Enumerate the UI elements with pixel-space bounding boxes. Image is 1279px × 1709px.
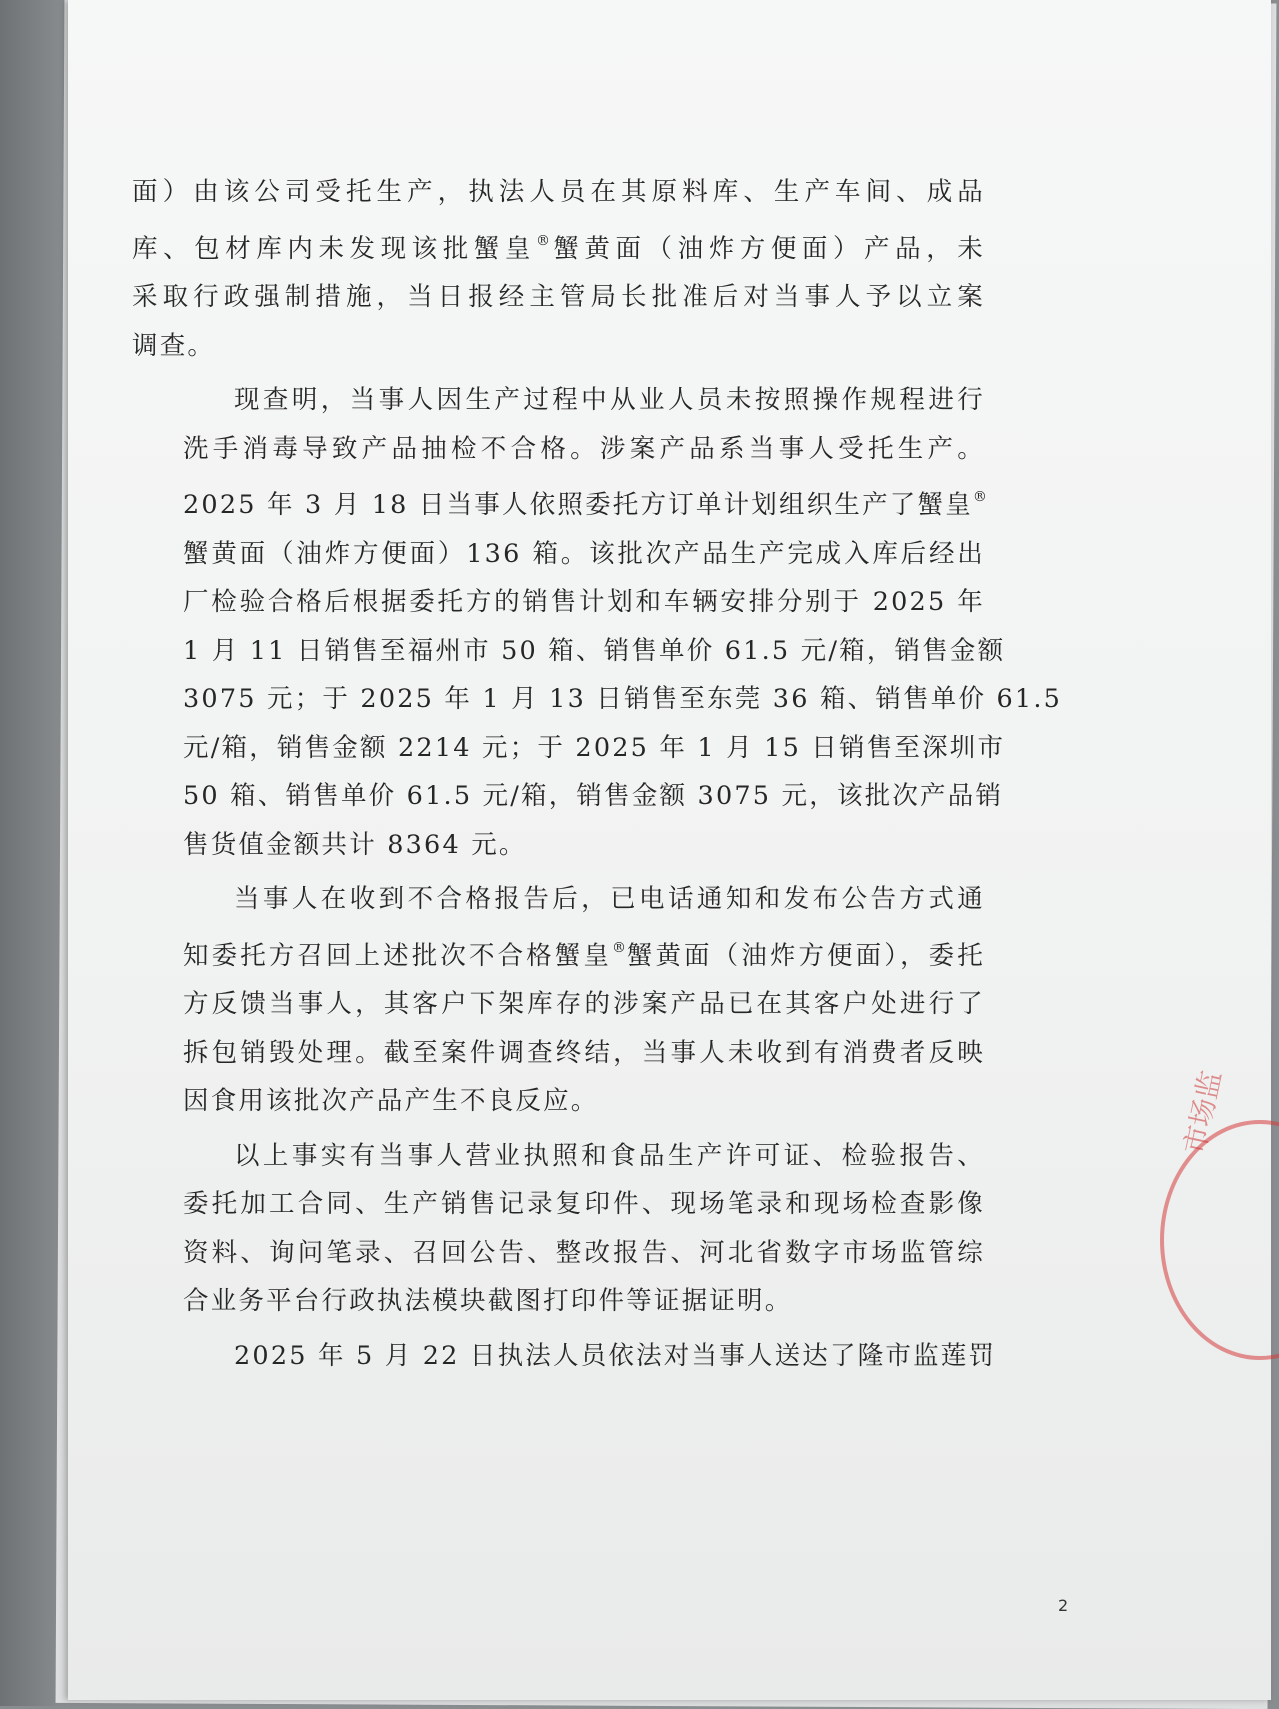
page-number: 2 xyxy=(1058,1596,1069,1615)
paragraph-3 xyxy=(132,875,985,1126)
text-line: 2025 年 3 月 18 日当事人依照委托方订单计划组织生产了蟹皇® xyxy=(183,489,987,520)
text-line: 调查。 xyxy=(132,330,216,361)
text-line: 拆包销毁处理。截至案件调查终结，当事人未收到有消费者反映 xyxy=(183,1037,985,1068)
text-line: 1 月 11 日销售至福州市 50 箱、销售单价 61.5 元/箱，销售金额 xyxy=(183,635,1006,666)
text-line: 售货值金额共计 8364 元。 xyxy=(183,829,527,860)
document-body xyxy=(132,168,1063,1382)
registered-trademark-symbol: ® xyxy=(611,939,626,956)
text-line: 方反馈当事人，其客户下架库存的涉案产品已在其客户处进行了 xyxy=(183,989,985,1019)
registered-trademark-symbol: ® xyxy=(535,232,550,249)
paragraph-5 xyxy=(132,1332,997,1381)
paragraph-4 xyxy=(132,1132,985,1326)
text-line: 委托加工合同、生产销售记录复印件、现场笔录和现场检查影像 xyxy=(183,1189,985,1219)
text-line: 2025 年 5 月 22 日执法人员依法对当事人送达了隆市监莲罚 xyxy=(234,1340,997,1371)
text-line: 因食用该批次产品产生不良反应。 xyxy=(183,1086,599,1116)
text-line: 50 箱、销售单价 61.5 元/箱，销售金额 3075 元，该批次产品销 xyxy=(183,781,1004,811)
seal-text: 市场监 xyxy=(1178,1067,1228,1157)
paragraph-2 xyxy=(132,376,1063,869)
text-line: 合业务平台行政执法模块截图打印件等证据证明。 xyxy=(183,1286,793,1316)
text-line: 知委托方召回上述批次不合格蟹皇®蟹黄面（油炸方便面），委托 xyxy=(183,939,985,971)
text-line: 元/箱，销售金额 2214 元；于 2025 年 1 月 15 日销售至深圳市 xyxy=(183,732,1006,763)
text-line: 洗手消毒导致产品抽检不合格。涉案产品系当事人受托生产。 xyxy=(183,433,985,464)
text-line: 厂检验合格后根据委托方的销售计划和车辆安排分别于 2025 年 xyxy=(183,587,985,617)
text-line: 面）由该公司受托生产，执法人员在其原料库、生产车间、成品 xyxy=(132,177,985,207)
text-line: 当事人在收到不合格报告后，已电话通知和发布公告方式通 xyxy=(234,884,985,914)
text-line: 现查明，当事人因生产过程中从业人员未按照操作规程进行 xyxy=(234,385,985,415)
paragraph-1 xyxy=(132,168,985,370)
text-line: 蟹黄面（油炸方便面）136 箱。该批次产品生产完成入库后经出 xyxy=(183,538,985,569)
text-line: 资料、询问笔录、召回公告、整改报告、河北省数字市场监管综 xyxy=(183,1237,985,1268)
registered-trademark-symbol: ® xyxy=(972,489,987,505)
text-line: 库、包材库内未发现该批蟹皇®蟹黄面（油炸方便面）产品，未 xyxy=(132,232,985,264)
text-line: 3075 元；于 2025 年 1 月 13 日销售至东莞 36 箱、销售单价 61.5 xyxy=(183,684,1063,714)
text-line: 采取行政强制措施，当日报经主管局长批准后对当事人予以立案 xyxy=(132,282,985,312)
text-line: 以上事实有当事人营业执照和食品生产许可证、检验报告、 xyxy=(234,1140,985,1171)
